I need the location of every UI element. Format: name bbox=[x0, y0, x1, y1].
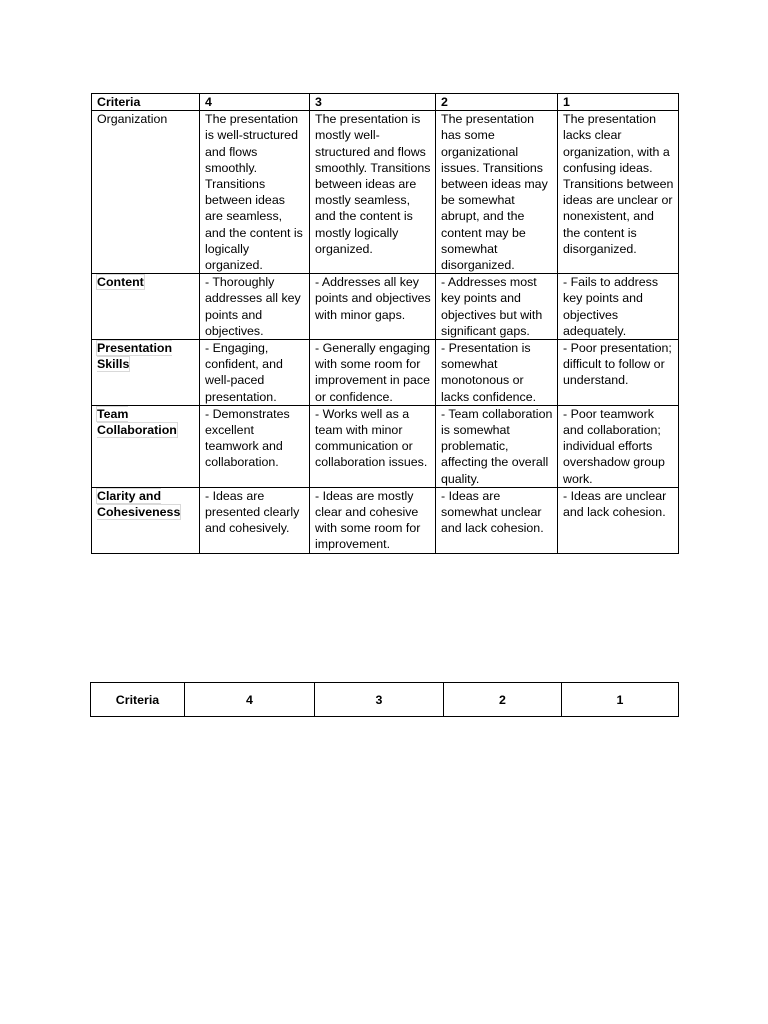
criteria-organization: Organization bbox=[92, 111, 200, 274]
cell-clarity-cohesiveness-4: - Ideas are presented clearly and cohesively. bbox=[200, 487, 310, 553]
header-score-2: 2 bbox=[436, 94, 558, 111]
cell-presentation-skills-4: - Engaging, confident, and well-paced presentation. bbox=[200, 340, 310, 406]
second-header-row bbox=[91, 683, 679, 717]
cell-clarity-cohesiveness-3: - Ideas are mostly clear and cohesive with some room for improvement. bbox=[310, 487, 436, 553]
cell-organization-1: The presentation lacks clear organization, with a confusing ideas. Transitions between ideas are unclear or nonexistent, and the content is disorganized. bbox=[558, 111, 679, 274]
header-score-4: 4 bbox=[200, 94, 310, 111]
cell-content-1: - Fails to address key points and objectives adequately. bbox=[558, 274, 679, 340]
cell-organization-4: The presentation is well-structured and flows smoothly. Transitions between ideas are seamless, and the content is logically organized. bbox=[200, 111, 310, 274]
table-row bbox=[92, 340, 679, 406]
second-header-score-2: 2 bbox=[444, 683, 562, 717]
cell-content-3: - Addresses all key points and objectives with minor gaps. bbox=[310, 274, 436, 340]
rubric-header-row bbox=[92, 94, 679, 111]
criteria-team-collaboration: Team Collaboration bbox=[97, 406, 177, 438]
header-score-3: 3 bbox=[310, 94, 436, 111]
second-header-score-1: 1 bbox=[562, 683, 679, 717]
criteria-clarity-cohesiveness: Clarity and Cohesiveness bbox=[97, 488, 181, 520]
second-rubric-table bbox=[90, 682, 679, 717]
cell-content-4: - Thoroughly addresses all key points and objectives. bbox=[200, 274, 310, 340]
cell-clarity-cohesiveness-1: - Ideas are unclear and lack cohesion. bbox=[558, 487, 679, 553]
second-header-score-3: 3 bbox=[315, 683, 444, 717]
cell-clarity-cohesiveness-2: - Ideas are somewhat unclear and lack cohesion. bbox=[436, 487, 558, 553]
cell-presentation-skills-1: - Poor presentation; difficult to follow or understand. bbox=[558, 340, 679, 406]
cell-presentation-skills-3: - Generally engaging with some room for improvement in pace or confidence. bbox=[310, 340, 436, 406]
table-row bbox=[92, 111, 679, 274]
criteria-presentation-skills: Presentation Skills bbox=[97, 341, 173, 372]
cell-organization-3: The presentation is mostly well-structured and flows smoothly. Transitions between ideas are mostly seamless, and the content is mostly logically organized. bbox=[310, 111, 436, 274]
rubric-table bbox=[91, 93, 679, 554]
cell-organization-2: The presentation has some organizational issues. Transitions between ideas may be somewhat abrupt, and the content may be somewhat disorganized. bbox=[436, 111, 558, 274]
header-score-1: 1 bbox=[558, 94, 679, 111]
second-header-score-4: 4 bbox=[185, 683, 315, 717]
criteria-content: Content bbox=[97, 275, 144, 290]
cell-team-collaboration-3: - Works well as a team with minor communication or collaboration issues. bbox=[310, 405, 436, 487]
second-header-criteria: Criteria bbox=[91, 683, 185, 717]
table-row bbox=[92, 487, 679, 553]
cell-content-2: - Addresses most key points and objectives but with significant gaps. bbox=[436, 274, 558, 340]
cell-team-collaboration-2: - Team collaboration is somewhat problematic, affecting the overall quality. bbox=[436, 405, 558, 487]
header-criteria: Criteria bbox=[92, 94, 200, 111]
cell-team-collaboration-1: - Poor teamwork and collaboration; individual efforts overshadow group work. bbox=[558, 405, 679, 487]
table-row bbox=[92, 405, 679, 487]
cell-team-collaboration-4: - Demonstrates excellent teamwork and collaboration. bbox=[200, 405, 310, 487]
cell-presentation-skills-2: - Presentation is somewhat monotonous or lacks confidence. bbox=[436, 340, 558, 406]
table-row bbox=[92, 274, 679, 340]
